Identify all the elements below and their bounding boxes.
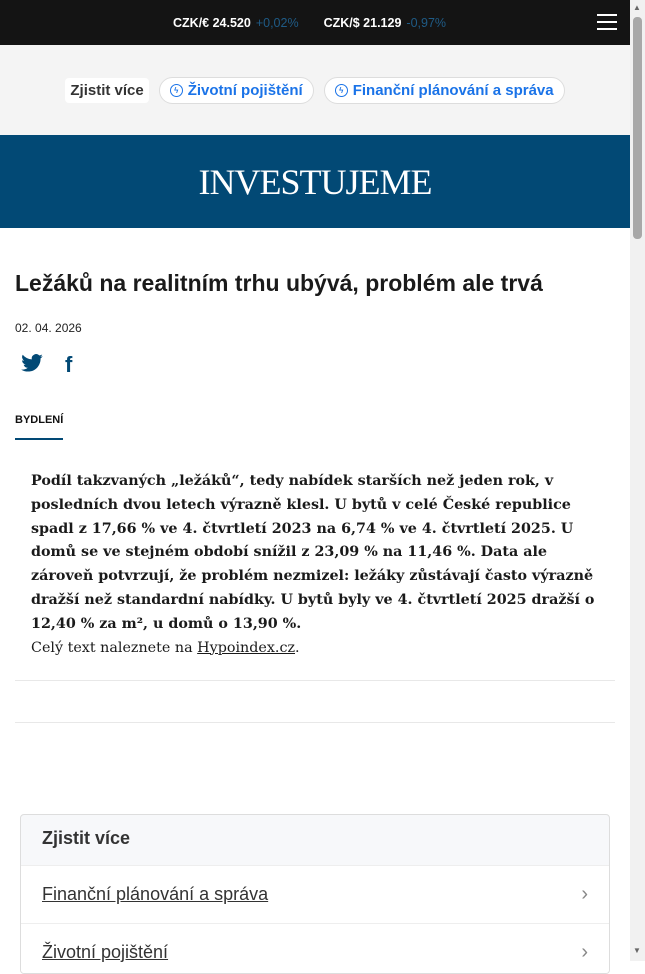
pill-label: Životní pojištění xyxy=(187,81,303,99)
twitter-icon[interactable] xyxy=(21,352,43,378)
bolt-icon: ϟ xyxy=(170,84,183,97)
source-suffix: . xyxy=(295,639,300,656)
chevron-right-icon: › xyxy=(581,941,588,963)
divider xyxy=(15,680,615,681)
more-item-zivotni[interactable] xyxy=(21,923,609,974)
rate-usd xyxy=(324,16,446,30)
article-date: 02. 04. 2026 xyxy=(15,321,82,335)
chevron-right-icon: › xyxy=(581,883,588,905)
rate-eur-value: CZK/€ 24.520 xyxy=(173,15,251,30)
pill-zivotni-pojisteni[interactable] xyxy=(159,77,314,104)
scrollbar[interactable] xyxy=(630,0,645,961)
currency-ticker xyxy=(0,0,645,45)
promo-bar xyxy=(0,45,645,135)
source-line xyxy=(31,637,606,661)
article-perex: Podíl takzvaných „ležáků“, tedy nabídek starších než jeden rok, v posledních dvou letech výrazně klesl. U bytů v celé České republice spadl z 17,66 % ve 4. čtvrtletí 2023 na 6,74 % ve 4. čtvrtletí 2025. U domů se ve stejném období snížil z 23,09 % na 11,46 %. Data ale zároveň potvrzují, že problém nezmizel: ležáky zůstávají často výrazně dražší než standardní nabídky. U bytů byly ve 4. čtvrtletí 2025 dražší o 12,40 % za m², u domů o 13,90 %. xyxy=(31,473,595,632)
bolt-icon: ϟ xyxy=(335,84,348,97)
more-box xyxy=(20,814,610,974)
scroll-up-icon[interactable]: ▲ xyxy=(633,3,641,12)
rate-eur-change: +0,02% xyxy=(255,15,299,30)
scrollbar-thumb[interactable] xyxy=(633,17,642,239)
share-buttons xyxy=(21,352,72,378)
article-body xyxy=(31,470,606,660)
rate-eur xyxy=(173,16,299,30)
facebook-icon[interactable]: f xyxy=(65,352,73,377)
more-box-title: Zjistit více xyxy=(42,828,131,848)
source-prefix: Celý text naleznete na xyxy=(31,639,198,656)
more-item-label: Finanční plánování a správa xyxy=(42,884,269,904)
rate-usd-value: CZK/$ 21.129 xyxy=(323,15,402,30)
pill-label: Finanční plánování a správa xyxy=(352,81,554,99)
divider xyxy=(15,722,615,723)
menu-icon[interactable] xyxy=(597,14,617,30)
category-tab[interactable]: BYDLENÍ xyxy=(15,414,63,440)
article-title: Ležáků na realitním trhu ubývá, problém ale trvá xyxy=(15,270,543,296)
rate-usd-change: -0,97% xyxy=(406,15,447,30)
pill-financni-planovani[interactable] xyxy=(324,77,565,104)
promo-label: Zjistit více xyxy=(65,78,148,103)
scroll-down-icon[interactable]: ▼ xyxy=(633,946,641,955)
site-logo[interactable]: INVESTUJEME xyxy=(0,135,645,228)
more-item-financni[interactable] xyxy=(21,865,609,923)
source-link[interactable]: Hypoindex.cz xyxy=(197,639,296,656)
more-item-label: Životní pojištění xyxy=(42,942,169,962)
